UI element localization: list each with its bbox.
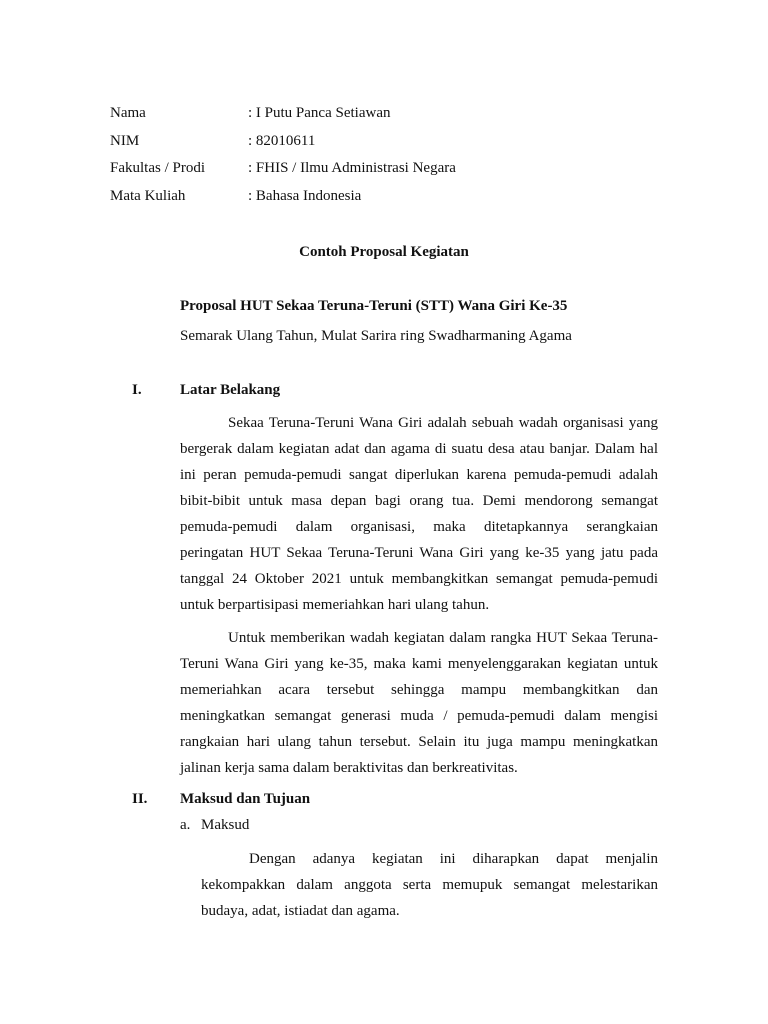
proposal-title: Proposal HUT Sekaa Teruna-Teruni (STT) Wana Giri Ke-35 xyxy=(180,298,568,314)
paragraph-line: Teruni Wana Giri yang ke-35, maka kami menyelenggarakan kegiatan untuk xyxy=(180,656,658,672)
paragraph-line: Untuk memberikan wadah kegiatan dalam rangka HUT Sekaa Teruna- xyxy=(228,630,658,646)
paragraph-line: memeriahkan acara tersebut sehingga mampu membangkitkan dan xyxy=(180,682,658,698)
paragraph-line: pemuda-pemudi dalam organisasi, maka ditetapkannya serangkaian xyxy=(180,519,658,535)
section-2-heading: Maksud dan Tujuan xyxy=(180,791,311,807)
subsection-title: Maksud xyxy=(201,817,250,833)
section-2-numeral: II. xyxy=(132,791,148,807)
paragraph-line: ini peran pemuda-pemudi sangat diperlukan karena pemuda-pemudi adalah xyxy=(180,467,658,483)
paragraph-line: Dengan adanya kegiatan ini diharapkan dapat menjalin xyxy=(249,851,658,867)
identity-label-fakultas: Fakultas / Prodi xyxy=(110,160,206,176)
paragraph-line: bergerak dalam kegiatan adat dan agama di suatu desa atau banjar. Dalam hal xyxy=(180,441,658,457)
subsection-marker: a. xyxy=(180,817,191,833)
paragraph-line: budaya, adat, istiadat dan agama. xyxy=(201,903,400,919)
identity-label-mata-kuliah: Mata Kuliah xyxy=(110,188,186,204)
paragraph-line: Sekaa Teruna-Teruni Wana Giri adalah sebuah wadah organisasi yang xyxy=(228,415,658,431)
proposal-subtitle: Semarak Ulang Tahun, Mulat Sarira ring Swadharmaning Agama xyxy=(180,328,572,344)
identity-label-nim: NIM xyxy=(110,133,140,149)
identity-value-nim: : 82010611 xyxy=(248,133,316,149)
paragraph-line: untuk berpartisipasi memeriahkan hari ulang tahun. xyxy=(180,597,490,613)
paragraph-line: peringatan HUT Sekaa Teruna-Teruni Wana Giri yang ke-35 yang jatu pada xyxy=(180,545,658,561)
paragraph-line: bibit-bibit untuk masa depan bagi orang tua. Demi mendorong semangat xyxy=(180,493,658,509)
paragraph-line: jalinan kerja sama dalam beraktivitas dan berkreativitas. xyxy=(180,760,518,776)
section-1-numeral: I. xyxy=(132,382,142,398)
paragraph-line: tanggal 24 Oktober 2021 untuk membangkitkan semangat pemuda-pemudi xyxy=(180,571,658,587)
paragraph-line: kekompakkan dalam anggota serta memupuk semangat melestarikan xyxy=(201,877,658,893)
paragraph-line: rangkaian hari ulang tahun tersebut. Selain itu juga mampu meningkatkan xyxy=(180,734,658,750)
paragraph-line: meningkatkan semangat generasi muda / pemuda-pemudi dalam mengisi xyxy=(180,708,658,724)
document-title: Contoh Proposal Kegiatan xyxy=(299,244,469,260)
identity-label-nama: Nama xyxy=(110,105,146,121)
section-1-heading: Latar Belakang xyxy=(180,382,281,398)
identity-value-mata-kuliah: : Bahasa Indonesia xyxy=(248,188,362,204)
identity-value-fakultas: : FHIS / Ilmu Administrasi Negara xyxy=(248,160,456,176)
identity-value-nama: : I Putu Panca Setiawan xyxy=(248,105,391,121)
